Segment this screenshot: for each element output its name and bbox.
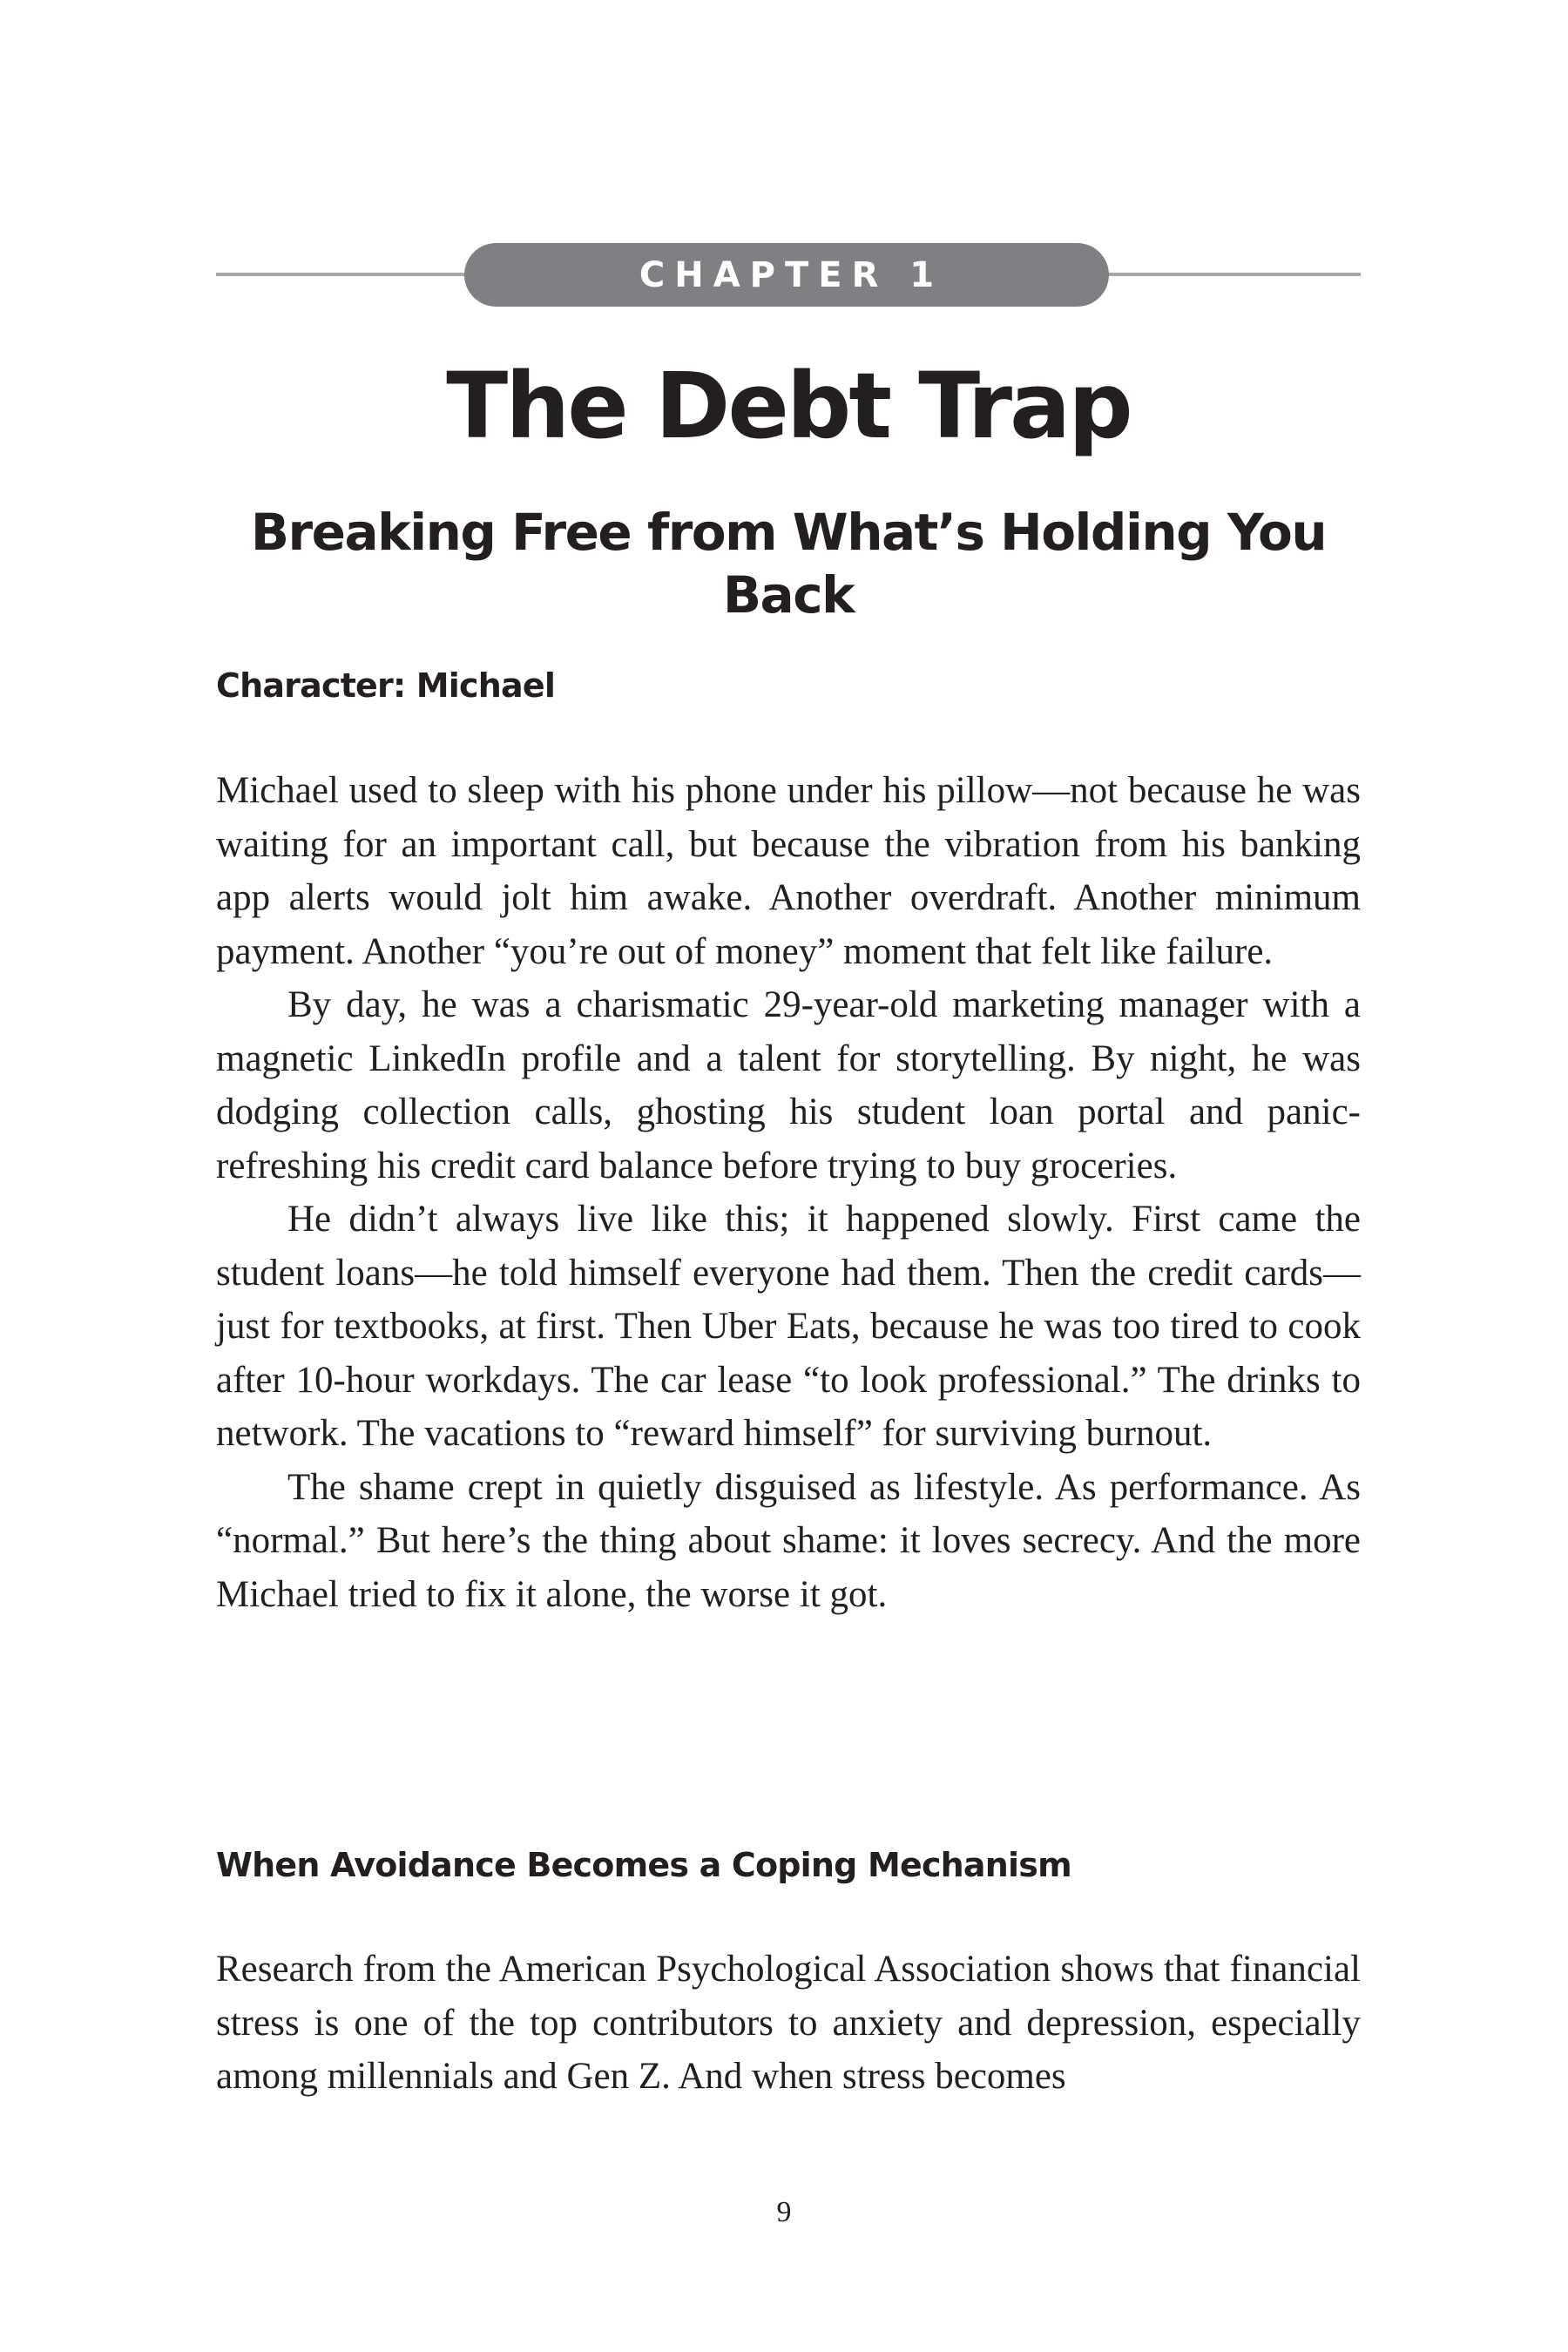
paragraph: The shame crept in quietly disguised as lifestyle. As performance. As “normal.” But here’s the thing about shame: it loves secrecy. And the more Michael tried to fix it alone, the worse it got. (216, 1466, 1361, 1615)
section-body-avoidance (216, 1943, 1361, 2104)
chapter-subtitle: Breaking Free from What’s Holding You Back (250, 503, 1327, 625)
paragraph: By day, he was a charismatic 29-year-old marketing manager with a magnetic LinkedIn profile and a talent for storytelling. By night, he was dodging collection calls, ghosting his student loan portal and panic-refreshing his credit card balance before trying to buy groceries. (216, 984, 1361, 1186)
paragraph: Michael used to sleep with his phone under his pillow—not because he was waiting for an important call, but because the vibration from his banking app alerts would jolt him awake. Another overdraft. Another minimum payment. Another “you’re out of money” moment that felt like failure. (216, 770, 1361, 972)
chapter-label: CHAPTER 1 (639, 254, 944, 295)
chapter-title: The Debt Trap (446, 353, 1131, 459)
section-body-character (216, 764, 1361, 1621)
section-heading-avoidance: When Avoidance Becomes a Coping Mechanism (216, 1846, 1071, 1884)
paragraph: He didn’t always live like this; it happened slowly. First came the student loans—he told himself everyone had them. Then the credit cards—just for textbooks, at first. Then Uber Eats, because he was too tired to cook after 10-hour workdays. The car lease “to look professional.” The drinks to network. The vacations to “reward himself” for surviving burnout. (216, 1199, 1361, 1454)
page-number: 9 (776, 2196, 792, 2228)
paragraph: Research from the American Psychological Association shows that financial stress is one of the top contributors to anxiety and depression, especially among millennials and Gen Z. And when stress becomes (216, 1949, 1361, 2097)
chapter-badge (464, 243, 1109, 307)
section-heading-character: Character: Michael (216, 666, 556, 705)
